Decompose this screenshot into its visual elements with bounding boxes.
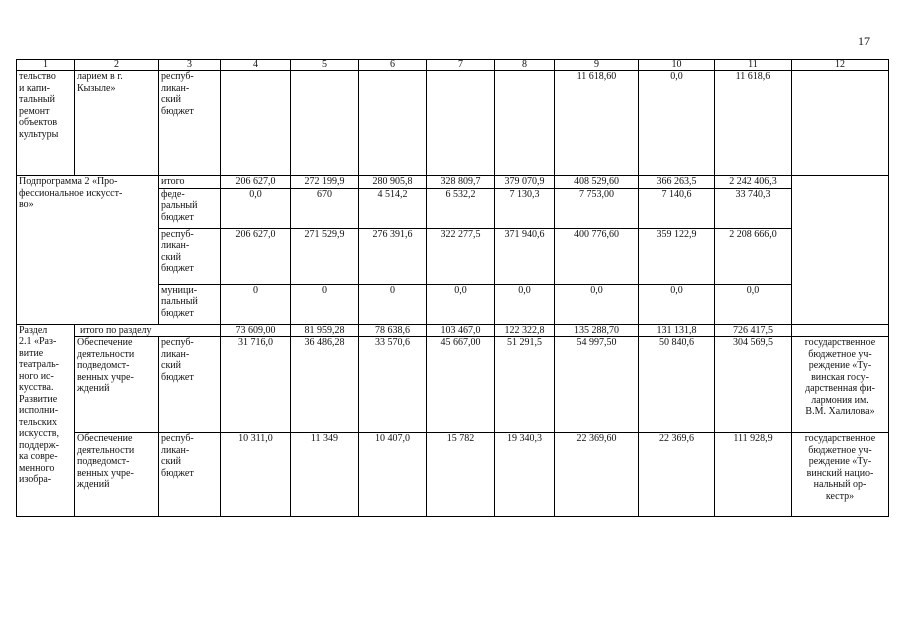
value-cell — [427, 71, 495, 176]
value-cell: 400 776,60 — [555, 228, 639, 284]
value-cell: 10 407,0 — [359, 433, 427, 517]
page-number: 17 — [858, 34, 870, 48]
value-cell: 122 322,8 — [495, 324, 555, 337]
value-cell: 7 753,00 — [555, 188, 639, 228]
value-cell: 379 070,9 — [495, 176, 555, 189]
value-cell: 78 638,6 — [359, 324, 427, 337]
value-cell: 0,0 — [221, 188, 291, 228]
total-cell: 111 928,9 — [715, 433, 792, 517]
value-cell: 7 130,3 — [495, 188, 555, 228]
value-cell: 31 716,0 — [221, 337, 291, 433]
value-cell: 131 131,8 — [639, 324, 715, 337]
value-cell: 0,0 — [427, 284, 495, 324]
funding-source-cell: респуб- ликан- ский бюджет — [159, 228, 221, 284]
column-index: 11 — [715, 60, 792, 71]
column-index-row — [17, 60, 889, 71]
section-name-cell: Раздел 2.1 «Раз- витие театраль- ного ис- кусства. Развитие исполни- тельских искусств, поддерж- ка совре- менного изобра- — [17, 324, 75, 517]
executor-cell: государственное бюджетное уч- реждение «Ту- винский нацио- нальный ор- кестр» — [792, 433, 889, 517]
value-cell: 280 905,8 — [359, 176, 427, 189]
value-cell: 103 467,0 — [427, 324, 495, 337]
value-cell: 408 529,60 — [555, 176, 639, 189]
value-cell: 45 667,00 — [427, 337, 495, 433]
column-index: 3 — [159, 60, 221, 71]
value-cell: 328 809,7 — [427, 176, 495, 189]
value-cell — [495, 71, 555, 176]
value-cell: 11 349 — [291, 433, 359, 517]
value-cell: 10 311,0 — [221, 433, 291, 517]
value-cell: 22 369,6 — [639, 433, 715, 517]
value-cell: 272 199,9 — [291, 176, 359, 189]
executor-cell: государственное бюджетное уч- реждение «Ту- винская госу- дарственная фи- лармония им. В.М. Халилова» — [792, 337, 889, 433]
column-index: 5 — [291, 60, 359, 71]
value-cell: 322 277,5 — [427, 228, 495, 284]
column-index: 10 — [639, 60, 715, 71]
value-cell: 276 391,6 — [359, 228, 427, 284]
value-cell: 51 291,5 — [495, 337, 555, 433]
value-cell: 11 618,60 — [555, 71, 639, 176]
total-cell: 0,0 — [715, 284, 792, 324]
column-index: 8 — [495, 60, 555, 71]
table-row — [17, 176, 889, 189]
value-cell: 33 570,6 — [359, 337, 427, 433]
value-cell: 670 — [291, 188, 359, 228]
value-cell: 6 532,2 — [427, 188, 495, 228]
value-cell: 54 997,50 — [555, 337, 639, 433]
value-cell — [359, 71, 427, 176]
value-cell: 0,0 — [639, 284, 715, 324]
event-name-cell: тельство и капи- тальный ремонт объектов культуры — [17, 71, 75, 176]
executor-cell — [792, 324, 889, 337]
total-cell: 2 208 666,0 — [715, 228, 792, 284]
value-cell: 0 — [359, 284, 427, 324]
table-row — [17, 433, 889, 517]
event-description-cell: ларием в г. Кызыле» — [75, 71, 159, 176]
total-cell: 11 618,6 — [715, 71, 792, 176]
funding-source-cell: феде- ральный бюджет — [159, 188, 221, 228]
funding-source-cell: респуб- ликан- ский бюджет — [159, 71, 221, 176]
value-cell: 22 369,60 — [555, 433, 639, 517]
table-row — [17, 71, 889, 176]
value-cell: 50 840,6 — [639, 337, 715, 433]
value-cell: 135 288,70 — [555, 324, 639, 337]
budget-table — [16, 59, 889, 517]
column-index: 1 — [17, 60, 75, 71]
value-cell: 366 263,5 — [639, 176, 715, 189]
section-total-label: итого по разделу — [75, 324, 221, 337]
column-index: 12 — [792, 60, 889, 71]
column-index: 4 — [221, 60, 291, 71]
funding-source-cell: респуб- ликан- ский бюджет — [159, 337, 221, 433]
value-cell: 0,0 — [639, 71, 715, 176]
value-cell: 271 529,9 — [291, 228, 359, 284]
value-cell: 15 782 — [427, 433, 495, 517]
value-cell: 0 — [291, 284, 359, 324]
value-cell: 359 122,9 — [639, 228, 715, 284]
value-cell: 4 514,2 — [359, 188, 427, 228]
value-cell: 0,0 — [495, 284, 555, 324]
table-row — [17, 337, 889, 433]
value-cell: 0 — [221, 284, 291, 324]
executor-cell — [792, 71, 889, 176]
total-cell: 304 569,5 — [715, 337, 792, 433]
value-cell: 81 959,28 — [291, 324, 359, 337]
table-row — [17, 324, 889, 337]
subprogram-name-cell: Подпрограмма 2 «Про- фессиональное искусст- во» — [17, 176, 159, 325]
event-description-cell: Обеспечение деятельности подведомст- венных учре- ждений — [75, 337, 159, 433]
event-description-cell: Обеспечение деятельности подведомст- венных учре- ждений — [75, 433, 159, 517]
column-index: 9 — [555, 60, 639, 71]
value-cell — [221, 71, 291, 176]
value-cell: 7 140,6 — [639, 188, 715, 228]
total-cell: 2 242 406,3 — [715, 176, 792, 189]
funding-source-cell: итого — [159, 176, 221, 189]
value-cell: 73 609,00 — [221, 324, 291, 337]
column-index: 7 — [427, 60, 495, 71]
value-cell: 371 940,6 — [495, 228, 555, 284]
executor-cell — [792, 176, 889, 325]
total-cell: 726 417,5 — [715, 324, 792, 337]
total-cell: 33 740,3 — [715, 188, 792, 228]
funding-source-cell: респуб- ликан- ский бюджет — [159, 433, 221, 517]
value-cell — [291, 71, 359, 176]
value-cell: 36 486,28 — [291, 337, 359, 433]
value-cell: 19 340,3 — [495, 433, 555, 517]
value-cell: 206 627,0 — [221, 228, 291, 284]
value-cell: 206 627,0 — [221, 176, 291, 189]
column-index: 6 — [359, 60, 427, 71]
column-index: 2 — [75, 60, 159, 71]
funding-source-cell: муници- пальный бюджет — [159, 284, 221, 324]
value-cell: 0,0 — [555, 284, 639, 324]
